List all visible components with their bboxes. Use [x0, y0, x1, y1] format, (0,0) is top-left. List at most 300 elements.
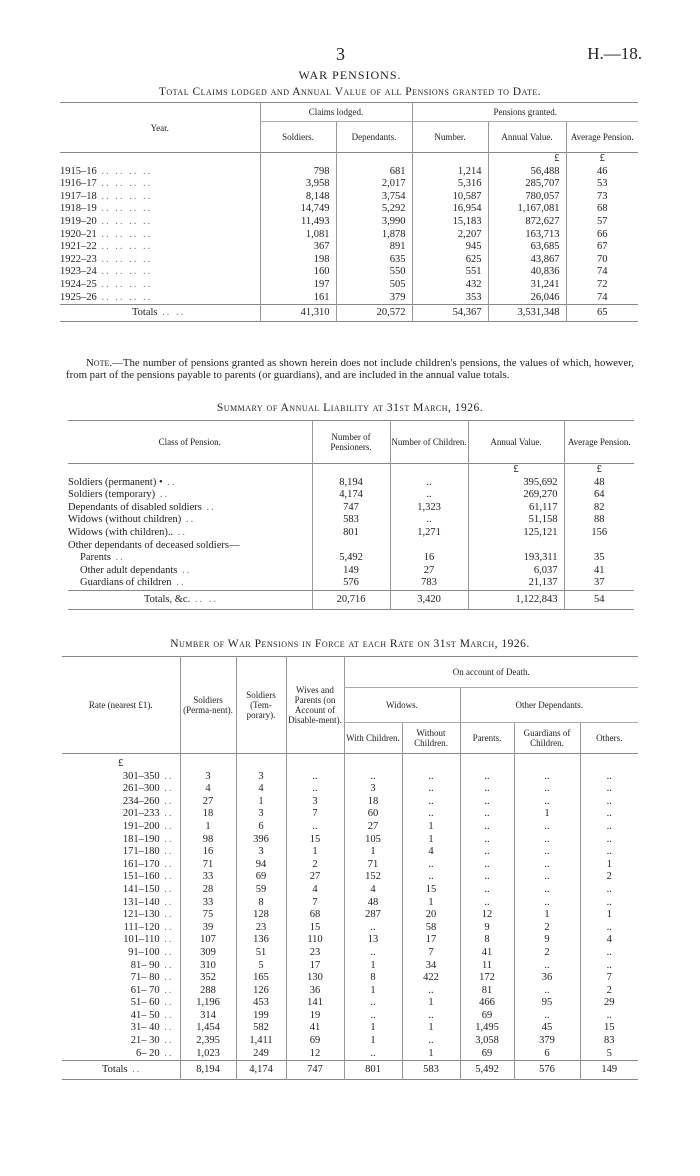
pensioners-value: 801	[312, 527, 390, 540]
page-number: 3	[336, 44, 345, 64]
unit-label: £	[564, 464, 634, 477]
year-label-cell	[60, 178, 260, 191]
annual-value-value: 780,057	[488, 191, 566, 204]
year-label-cell	[60, 292, 260, 305]
totals-label: Totals	[102, 1063, 128, 1075]
dependants-col-header: Dependants.	[336, 122, 412, 153]
number-total: 54,367	[412, 305, 488, 322]
guardians-value: ..	[514, 783, 580, 796]
soldiers-temporary-value: 69	[236, 871, 286, 884]
without-children-value: 34	[402, 960, 460, 973]
guardians-value: ..	[514, 859, 580, 872]
totals-label: Totals	[132, 306, 158, 318]
soldiers-col-header: Soldiers.	[260, 122, 336, 153]
leader-dots: ..	[159, 972, 174, 984]
rate-label: 181–190	[122, 833, 160, 845]
table-row	[60, 166, 638, 179]
rate-label-cell	[62, 796, 180, 809]
wives-parents-value: 19	[286, 1010, 344, 1023]
rate-label-cell	[62, 960, 180, 973]
parents-value: 172	[460, 972, 514, 985]
rate-label-cell	[62, 846, 180, 859]
without-children-total: 583	[402, 1061, 460, 1080]
without-children-value: ..	[402, 771, 460, 784]
year-label: 1923–24	[60, 266, 97, 278]
table-row	[60, 203, 638, 216]
year-label: 1922–23	[60, 253, 97, 265]
dependants-value: 379	[336, 292, 412, 305]
rate-label-cell	[62, 985, 180, 998]
wives-parents-value: 68	[286, 909, 344, 922]
leader-dots: ..	[110, 552, 125, 564]
number-value: 15,183	[412, 216, 488, 229]
widows-group-header: Widows.	[344, 688, 460, 723]
wives-parents-value: 7	[286, 808, 344, 821]
guardians-value: 45	[514, 1022, 580, 1035]
table-row	[60, 266, 638, 279]
unit-label: £	[468, 464, 564, 477]
table-row	[60, 241, 638, 254]
liability-table	[68, 420, 634, 610]
year-label-cell	[60, 241, 260, 254]
leader-dots: ..	[159, 896, 174, 908]
soldiers-permanent-value: 28	[180, 884, 236, 897]
others-value: ..	[580, 834, 638, 847]
children-value: 1,271	[390, 527, 468, 540]
number-value: 551	[412, 266, 488, 279]
class-label: Soldiers (permanent) •	[68, 476, 163, 488]
pensioners-total: 20,716	[312, 590, 390, 609]
others-value: ..	[580, 884, 638, 897]
leader-dots: ..	[159, 795, 174, 807]
pensioners-value: 149	[312, 565, 390, 578]
rate-label: 171–180	[122, 846, 160, 858]
leader-dots: ..	[159, 959, 174, 971]
others-value: ..	[580, 960, 638, 973]
children-value: 16	[390, 552, 468, 565]
soldiers-temporary-value: 59	[236, 884, 286, 897]
class-col-header: Class of Pension.	[158, 437, 221, 447]
table-row	[62, 821, 638, 834]
soldiers-permanent-value: 1,023	[180, 1048, 236, 1061]
others-value: ..	[580, 783, 638, 796]
class-label: Widows (without children)	[68, 514, 182, 526]
dependants-value: 3,990	[336, 216, 412, 229]
table-row	[68, 552, 634, 565]
soldiers-value: 198	[260, 254, 336, 267]
rate-label-cell	[62, 834, 180, 847]
without-children-value: ..	[402, 808, 460, 821]
rate-label: 91–100	[128, 946, 160, 958]
wives-parents-value: 3	[286, 796, 344, 809]
unit-label: £	[118, 758, 124, 769]
average-pension-value: 35	[564, 552, 634, 565]
with-children-value: ..	[344, 1010, 402, 1023]
soldiers-value: 8,148	[260, 191, 336, 204]
wives-parents-value: 4	[286, 884, 344, 897]
leader-dots: ..	[159, 934, 174, 946]
parents-value: 9	[460, 922, 514, 935]
class-label-cell	[68, 477, 312, 490]
others-value: ..	[580, 846, 638, 859]
rate-label: 234–260	[122, 795, 160, 807]
annual-value-value: 395,692	[468, 477, 564, 490]
guardians-value: ..	[514, 771, 580, 784]
with-children-total: 801	[344, 1061, 402, 1080]
leader-dots: .. .. .. ..	[96, 278, 153, 290]
leader-dots: ..	[159, 984, 174, 996]
year-label-cell	[60, 191, 260, 204]
parents-value: 3,058	[460, 1035, 514, 1048]
class-label-cell	[68, 527, 312, 540]
rate-label-cell	[62, 1022, 180, 1035]
dependants-value: 681	[336, 166, 412, 179]
children-value: 27	[390, 565, 468, 578]
leader-dots: ..	[159, 1009, 174, 1021]
others-value: ..	[580, 808, 638, 821]
leader-dots: ..	[159, 770, 174, 782]
soldiers-permanent-value: 352	[180, 972, 236, 985]
year-label: 1921–22	[60, 241, 97, 253]
with-children-value: 27	[344, 821, 402, 834]
table-row	[62, 796, 638, 809]
soldiers-permanent-value: 75	[180, 909, 236, 922]
pensioners-value: 4,174	[312, 489, 390, 502]
wives-parents-total: 747	[286, 1061, 344, 1080]
totals-label-cell	[62, 1061, 180, 1080]
soldiers-value: 160	[260, 266, 336, 279]
parents-value: 1,495	[460, 1022, 514, 1035]
others-value: ..	[580, 1010, 638, 1023]
parents-col-header: Parents.	[460, 723, 514, 754]
leader-dots: ..	[159, 946, 174, 958]
with-children-value: 48	[344, 897, 402, 910]
others-value: ..	[580, 947, 638, 960]
others-value: 5	[580, 1048, 638, 1061]
with-children-value: 8	[344, 972, 402, 985]
number-col-header: Number.	[412, 122, 488, 153]
wives-parents-value: 110	[286, 934, 344, 947]
average-pension-value: 82	[564, 502, 634, 515]
dependants-value: 1,878	[336, 229, 412, 242]
annual-value-total: 3,531,348	[488, 305, 566, 322]
table-row	[62, 1035, 638, 1048]
table-row	[68, 577, 634, 590]
guardians-value: ..	[514, 821, 580, 834]
table-row	[62, 808, 638, 821]
without-children-value: 58	[402, 922, 460, 935]
soldiers-temporary-value: 6	[236, 821, 286, 834]
table-row	[62, 909, 638, 922]
rate-label-cell	[62, 934, 180, 947]
rate-label-cell	[62, 783, 180, 796]
guardians-value: 36	[514, 972, 580, 985]
rate-label: 131–140	[122, 896, 160, 908]
with-children-value: 60	[344, 808, 402, 821]
soldiers-value: 3,958	[260, 178, 336, 191]
wives-parents-value: 69	[286, 1035, 344, 1048]
wives-parents-value: 36	[286, 985, 344, 998]
rate-label: 301–350	[122, 770, 160, 782]
class-label: Parents	[80, 552, 111, 564]
table-row	[68, 489, 634, 502]
soldiers-temporary-value: 4	[236, 783, 286, 796]
children-value: ..	[390, 514, 468, 527]
without-children-value: 1	[402, 834, 460, 847]
rate-label-cell	[62, 897, 180, 910]
others-value: ..	[580, 897, 638, 910]
parents-value: ..	[460, 796, 514, 809]
with-children-value: 105	[344, 834, 402, 847]
rate-label: 201–233	[122, 808, 160, 820]
dependants-value: 2,017	[336, 178, 412, 191]
leader-dots: .. .. .. ..	[96, 228, 153, 240]
pensioners-value	[312, 540, 390, 553]
annual-value-col-header: Annual Value.	[468, 421, 564, 464]
rate-label-cell	[62, 884, 180, 897]
others-value: ..	[580, 922, 638, 935]
parents-value: ..	[460, 897, 514, 910]
annual-value-value: 125,121	[468, 527, 564, 540]
pensions-group-header: Pensions granted.	[412, 103, 638, 122]
class-label: Dependants of disabled soldiers	[68, 501, 202, 513]
soldiers-temporary-value: 8	[236, 897, 286, 910]
leader-dots: ..	[159, 858, 174, 870]
without-children-value: 17	[402, 934, 460, 947]
number-value: 432	[412, 279, 488, 292]
wives-parents-value: 17	[286, 960, 344, 973]
number-value: 625	[412, 254, 488, 267]
class-label-cell	[68, 502, 312, 515]
wives-parents-value: ..	[286, 821, 344, 834]
with-children-value: 3	[344, 783, 402, 796]
parents-value: ..	[460, 859, 514, 872]
annual-value-total: 1,122,843	[468, 590, 564, 609]
rate-label-cell	[62, 1035, 180, 1048]
leader-dots: ..	[127, 1063, 142, 1075]
leader-dots: .. .. .. ..	[96, 190, 153, 202]
other-dependants-group-header: Other Dependants.	[460, 688, 638, 723]
others-value: 2	[580, 985, 638, 998]
soldiers-permanent-value: 3	[180, 771, 236, 784]
soldiers-permanent-value: 16	[180, 846, 236, 859]
guardians-value: 2	[514, 947, 580, 960]
without-children-value: 7	[402, 947, 460, 960]
leader-dots: .. .. .. ..	[96, 266, 153, 278]
without-children-value: ..	[402, 796, 460, 809]
parents-value: 466	[460, 997, 514, 1010]
guardians-value: ..	[514, 846, 580, 859]
soldiers-permanent-value: 107	[180, 934, 236, 947]
table-row	[68, 502, 634, 515]
document-reference: H.—18.	[587, 44, 642, 63]
without-children-value: 4	[402, 846, 460, 859]
average-pension-value: 37	[564, 577, 634, 590]
soldiers-temporary-value: 94	[236, 859, 286, 872]
parents-value: ..	[460, 771, 514, 784]
without-children-value: ..	[402, 871, 460, 884]
soldiers-temporary-value: 3	[236, 808, 286, 821]
rate-label-cell	[62, 808, 180, 821]
wives-parents-value: 7	[286, 897, 344, 910]
year-header: Year.	[150, 122, 169, 133]
soldiers-permanent-total: 8,194	[180, 1061, 236, 1080]
average-pension-total: 54	[564, 590, 634, 609]
guardians-value: 1	[514, 909, 580, 922]
wives-parents-value: 1	[286, 846, 344, 859]
soldiers-temporary-value: 396	[236, 834, 286, 847]
leader-dots: .. .. .. ..	[96, 178, 153, 190]
average-pension-value: 67	[566, 241, 638, 254]
without-children-value: 1	[402, 1022, 460, 1035]
rate-label: 21– 30	[130, 1035, 160, 1047]
rate-label-cell	[62, 922, 180, 935]
death-group-header: On account of Death.	[344, 657, 638, 688]
dependants-value: 3,754	[336, 191, 412, 204]
soldiers-value: 14,749	[260, 203, 336, 216]
leader-dots: ..	[162, 476, 177, 488]
table-row	[60, 191, 638, 204]
leader-dots: ..	[173, 526, 188, 538]
others-value: 1	[580, 909, 638, 922]
soldiers-permanent-value: 288	[180, 985, 236, 998]
annual-value-value: 51,158	[468, 514, 564, 527]
rate-label: 61– 70	[130, 984, 160, 996]
annual-value-value: 31,241	[488, 279, 566, 292]
table-row	[62, 859, 638, 872]
without-children-col-header: Without Children.	[402, 723, 460, 754]
others-value: ..	[580, 771, 638, 784]
rate-label: 51– 60	[130, 997, 160, 1009]
parents-value: 81	[460, 985, 514, 998]
soldiers-temporary-value: 23	[236, 922, 286, 935]
annual-value-value: 285,707	[488, 178, 566, 191]
others-value: 4	[580, 934, 638, 947]
class-label: Other adult dependants	[80, 564, 178, 576]
dependants-value: 5,292	[336, 203, 412, 216]
average-pension-value: 41	[564, 565, 634, 578]
guardians-value: 95	[514, 997, 580, 1010]
rate-label: 261–300	[122, 783, 160, 795]
table2-title: Summary of Annual Liability at 31st March, 1926.	[216, 402, 484, 414]
guardians-value: 2	[514, 922, 580, 935]
without-children-value: 1	[402, 997, 460, 1010]
others-value: ..	[580, 821, 638, 834]
with-children-value: 1	[344, 846, 402, 859]
annual-value-value: 193,311	[468, 552, 564, 565]
rate-label-cell	[62, 972, 180, 985]
leader-dots: ..	[177, 564, 192, 576]
number-value: 16,954	[412, 203, 488, 216]
annual-value-value: 61,117	[468, 502, 564, 515]
pensioners-col-header: Number of Pensioners.	[312, 421, 390, 464]
children-value: 1,323	[390, 502, 468, 515]
average-pension-value: 73	[566, 191, 638, 204]
leader-dots: ..	[159, 883, 174, 895]
wives-parents-value: 15	[286, 922, 344, 935]
leader-dots: .. .. .. ..	[96, 241, 153, 253]
parents-value: ..	[460, 783, 514, 796]
table-row	[68, 477, 634, 490]
soldiers-temporary-value: 1	[236, 796, 286, 809]
parents-value: 69	[460, 1048, 514, 1061]
rate-label: 121–130	[122, 909, 160, 921]
unit-label: £	[488, 153, 566, 166]
class-label-cell	[68, 577, 312, 590]
rate-label: 191–200	[122, 820, 160, 832]
table-row	[60, 216, 638, 229]
table-row	[62, 1022, 638, 1035]
unit-label: £	[566, 153, 638, 166]
number-value: 1,214	[412, 166, 488, 179]
dependants-total: 20,572	[336, 305, 412, 322]
annual-value-value: 6,037	[468, 565, 564, 578]
table-row	[62, 771, 638, 784]
rate-label-cell	[62, 859, 180, 872]
soldiers-permanent-value: 310	[180, 960, 236, 973]
table-row	[62, 846, 638, 859]
average-pension-value: 64	[564, 489, 634, 502]
leader-dots: ..	[159, 1035, 174, 1047]
soldiers-permanent-value: 18	[180, 808, 236, 821]
main-title: WAR PENSIONS.	[298, 68, 402, 82]
guardians-value: ..	[514, 960, 580, 973]
guardians-value: 6	[514, 1048, 580, 1061]
table-row	[62, 985, 638, 998]
children-value: 783	[390, 577, 468, 590]
claims-table	[60, 102, 638, 322]
soldiers-permanent-col-header: Soldiers (Perma-nent).	[180, 657, 236, 754]
leader-dots: ..	[159, 997, 174, 1009]
average-pension-value: 74	[566, 266, 638, 279]
class-label-cell	[68, 540, 312, 553]
with-children-value: ..	[344, 947, 402, 960]
table-row	[62, 1048, 638, 1061]
table-row	[68, 514, 634, 527]
wives-parents-value: 141	[286, 997, 344, 1010]
average-pension-value: 72	[566, 279, 638, 292]
guardians-value: ..	[514, 871, 580, 884]
year-label-cell	[60, 279, 260, 292]
year-label: 1918–19	[60, 203, 97, 215]
class-label: Other dependants of deceased soldiers—	[68, 539, 240, 551]
leader-dots: .. .. .. ..	[96, 215, 153, 227]
without-children-value: 20	[402, 909, 460, 922]
children-col-header: Number of Children.	[390, 421, 468, 464]
table3-title: Number of War Pensions in Force at each Rate on 31st March, 1926.	[170, 638, 530, 650]
wives-parents-value: ..	[286, 771, 344, 784]
annual-value-value: 26,046	[488, 292, 566, 305]
year-label: 1919–20	[60, 215, 97, 227]
leader-dots: ..	[159, 909, 174, 921]
rate-label: 41– 50	[130, 1009, 160, 1021]
leader-dots: ..	[159, 1047, 174, 1059]
rate-label: 141–150	[122, 883, 160, 895]
with-children-value: 13	[344, 934, 402, 947]
guardians-value: 379	[514, 1035, 580, 1048]
soldiers-value: 161	[260, 292, 336, 305]
others-value: 7	[580, 972, 638, 985]
parents-value: 69	[460, 1010, 514, 1023]
others-value: 15	[580, 1022, 638, 1035]
others-total: 149	[580, 1061, 638, 1080]
wives-parents-value: 15	[286, 834, 344, 847]
leader-dots: .. .. .. ..	[96, 253, 153, 265]
dependants-value: 505	[336, 279, 412, 292]
wives-parents-col-header: Wives and Parents (on Account of Disable-ment).	[286, 657, 344, 754]
number-value: 10,587	[412, 191, 488, 204]
leader-dots: .. .. .. ..	[96, 291, 153, 303]
